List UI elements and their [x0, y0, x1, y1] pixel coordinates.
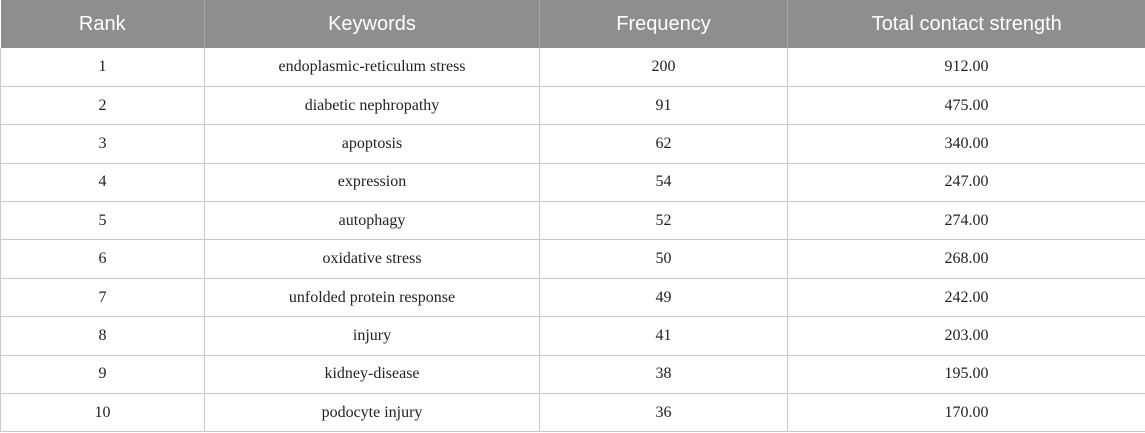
cell-keyword: kidney-disease [205, 355, 540, 393]
cell-rank: 4 [1, 163, 205, 201]
cell-keyword: autophagy [205, 202, 540, 240]
table-row [1, 48, 1145, 86]
cell-total-contact-strength: 195.00 [788, 355, 1145, 393]
cell-keyword: apoptosis [205, 125, 540, 163]
cell-total-contact-strength: 268.00 [788, 240, 1145, 278]
cell-frequency: 62 [540, 125, 788, 163]
cell-keyword: oxidative stress [205, 240, 540, 278]
cell-total-contact-strength: 340.00 [788, 125, 1145, 163]
cell-total-contact-strength: 247.00 [788, 163, 1145, 201]
table-row [1, 202, 1145, 240]
header-row [1, 0, 1145, 48]
cell-keyword: unfolded protein response [205, 278, 540, 316]
cell-keyword: endoplasmic-reticulum stress [205, 48, 540, 86]
column-header-total-contact-strength: Total contact strength [788, 0, 1145, 48]
cell-rank: 1 [1, 48, 205, 86]
cell-keyword: diabetic nephropathy [205, 86, 540, 124]
cell-keyword: podocyte injury [205, 394, 540, 432]
column-header-keywords: Keywords [205, 0, 540, 48]
cell-frequency: 52 [540, 202, 788, 240]
cell-rank: 10 [1, 394, 205, 432]
column-header-frequency: Frequency [540, 0, 788, 48]
cell-total-contact-strength: 912.00 [788, 48, 1145, 86]
cell-frequency: 54 [540, 163, 788, 201]
cell-keyword: expression [205, 163, 540, 201]
cell-total-contact-strength: 242.00 [788, 278, 1145, 316]
cell-total-contact-strength: 274.00 [788, 202, 1145, 240]
cell-total-contact-strength: 170.00 [788, 394, 1145, 432]
table-row [1, 317, 1145, 355]
cell-rank: 6 [1, 240, 205, 278]
table-row [1, 278, 1145, 316]
cell-frequency: 49 [540, 278, 788, 316]
cell-frequency: 36 [540, 394, 788, 432]
table-row [1, 240, 1145, 278]
cell-rank: 2 [1, 86, 205, 124]
cell-rank: 8 [1, 317, 205, 355]
table-row [1, 86, 1145, 124]
cell-frequency: 91 [540, 86, 788, 124]
cell-frequency: 200 [540, 48, 788, 86]
table-row [1, 355, 1145, 393]
cell-frequency: 38 [540, 355, 788, 393]
column-header-rank: Rank [1, 0, 205, 48]
cell-keyword: injury [205, 317, 540, 355]
table-row [1, 394, 1145, 432]
table-row [1, 125, 1145, 163]
cell-frequency: 50 [540, 240, 788, 278]
cell-frequency: 41 [540, 317, 788, 355]
cell-total-contact-strength: 475.00 [788, 86, 1145, 124]
cell-rank: 5 [1, 202, 205, 240]
cell-rank: 7 [1, 278, 205, 316]
cell-rank: 3 [1, 125, 205, 163]
cell-rank: 9 [1, 355, 205, 393]
table-row [1, 163, 1145, 201]
cell-total-contact-strength: 203.00 [788, 317, 1145, 355]
